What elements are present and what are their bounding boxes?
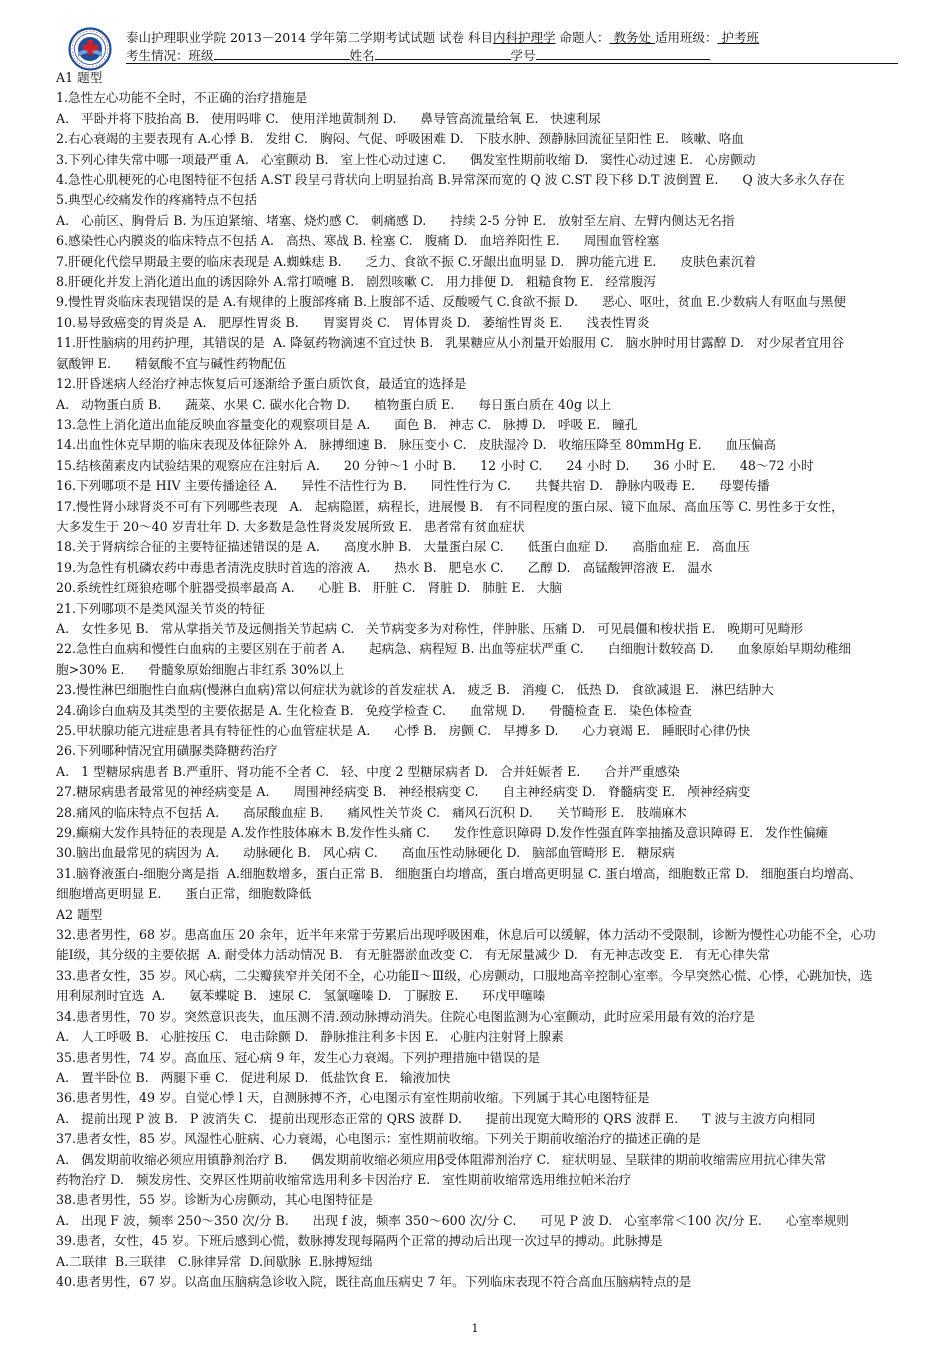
question-line: 3.下列心律失常中哪一项最严重 A. 心室颤动 B. 室上性心动过速 C. 偶发室性期前收缩 D. 窦性心动过速 E. 心房颤动 — [56, 151, 756, 167]
class-blank-field[interactable] — [214, 47, 350, 60]
exam-title: 泰山护理职业学院 2013－2014 学年第二学期考试试题 试卷 科目 — [126, 30, 494, 45]
question-line: 2.右心衰竭的主要表现有 A.心悸 B. 发绀 C. 胸闷、气促、呼吸困难 D. 下肢水肿、颈静脉回流征呈阳性 E. 咳嗽、咯血 — [56, 131, 744, 147]
subject-value: 内科护理学 — [493, 30, 556, 45]
question-line: 细胞增高更明显 E. 蛋白正常，细胞数降低 — [56, 886, 312, 902]
question-line: A. 心前区、胸骨后 B. 为压迫紧缩、堵塞、烧灼感 C. 刺痛感 D. 持续 2-5 分钟 E. 放射至左肩、左臂内侧达无名指 — [56, 212, 735, 228]
header-divider — [126, 63, 898, 64]
question-line: 15.结核菌素皮内试验结果的观察应在注射后 A. 20 分钟～1 小时 B. 12 小时 C. 24 小时 D. 36 小时 E. 48～72 小时 — [56, 457, 814, 473]
question-line: 38.患者男性，55 岁。诊断为心房颤动，其心电图特征是 — [56, 1192, 374, 1208]
question-line: 34.患者男性，70 岁。突然意识丧失，血压测不清.颈动脉搏动消失。住院心电图监测为心室颤动，此时应采用最有效的治疗是 — [56, 1008, 755, 1024]
class-field-label: 考生情况：班级 — [126, 48, 214, 63]
question-line: A. 1 型糖尿病患者 B.严重肝、肾功能不全者 C. 轻、中度 2 型糖尿病者 D. 合并妊娠者 E. 合并严重感染 — [56, 763, 680, 779]
question-line: 37.患者女性，85 岁。风湿性心脏病、心力衰竭，心电图示：室性期前收缩。下列关于期前收缩治疗的描述正确的是 — [56, 1131, 701, 1147]
question-line: A2 题型 — [56, 906, 103, 922]
question-line: 23.慢性淋巴细胞性白血病(慢淋白血病)常以何症状为就诊的首发症状 A. 疲乏 B. 消瘦 C. 低热 D. 食欲减退 E. 淋巴结肿大 — [56, 682, 774, 698]
question-line: 13.急性上消化道出血能反映血容量变化的观察项目是 A. 面色 B. 神志 C. 脉搏 D. 呼吸 E. 瞳孔 — [56, 416, 638, 432]
question-line: A. 动物蛋白质 B. 蔬菜、水果 C. 碳水化合物 D. 植物蛋白质 E. 每日蛋白质在 40g 以上 — [56, 396, 612, 412]
question-line: 22.急性白血病和慢性白血病的主要区别在于前者 A. 起病急、病程短 B. 出血等症状严重 C. 白细胞计数较高 D. 血象原始早期幼稚细 — [56, 641, 851, 657]
question-line: A. 女性多见 B. 常从掌指关节及远侧指关节起病 C. 关节病变多为对称性，伴肿胀、压痛 D. 可见晨僵和梭状指 E. 晚期可见畸形 — [56, 620, 803, 636]
question-line: 11.肝性脑病的用药护理，其错误的是 A. 降氨药物滴速不宜过快 B. 乳果糖应从小剂量开始服用 C. 脑水肿时用甘露醇 D. 对少尿者宜用谷 — [56, 335, 845, 351]
exam-header — [68, 25, 898, 71]
question-line: A1 题型 — [56, 70, 103, 85]
question-line: 19.为急性有机磷农药中毒患者清洗皮肤时首选的溶液 A. 热水 B. 肥皂水 C. 乙醇 D. 高锰酸钾溶液 E. 温水 — [56, 559, 713, 575]
school-logo-icon — [68, 27, 112, 71]
question-line: A.二联律 B.三联律 C.脉律异常 D.间歇脉 E.脉搏短绌 — [56, 1253, 373, 1269]
question-line: 17.慢性肾小球肾炎不可有下列哪些表现 A. 起病隐匿，病程长，进展慢 B. 有不同程度的蛋白尿、镜下血尿、高血压等 C. 男性多于女性， — [56, 498, 844, 514]
question-line: A. 偶发期前收缩必须应用镇静剂治疗 B. 偶发期前收缩必须应用β受体阻滞剂治疗 C. 症状明显、呈联律的期前收缩需应用抗心律失常 — [56, 1151, 827, 1167]
question-line: 用利尿剂时宜选 A. 氨苯蝶啶 B. 速尿 C. 氢氯噻嗪 D. 丁脲胺 E. 环戊甲噻嗪 — [56, 988, 546, 1004]
question-line: 14.出血性休克早期的临床表现及体征除外 A. 脉搏细速 B. 脉压变小 C. 皮肤湿冷 D. 收缩压降至 80mmHg E. 血压偏高 — [56, 437, 777, 453]
question-line: A. 人工呼吸 B. 心脏按压 C. 电击除颤 D. 静脉推注利多卡因 E. 心脏内注射肾上腺素 — [56, 1029, 564, 1045]
class-label: 适用班级： — [654, 30, 718, 45]
question-line: 30.脑出血最常见的病因为 A. 动脉硬化 B. 风心病 C. 高血压性动脉硬化 D. 脑部血管畸形 E. 糖尿病 — [56, 845, 675, 861]
question-line: 20.系统性红斑狼疮哪个脏器受损率最高 A. 心脏 B. 肝脏 C. 肾脏 D. 肺脏 E. 大脑 — [56, 580, 562, 596]
question-line: A. 提前出现 P 波 B. P 波消失 C. 提前出现形态正常的 QRS 波群 D. 提前出现宽大畸形的 QRS 波群 E. T 波与主波方向相同 — [56, 1110, 816, 1126]
question-line: 24.确诊白血病及其类型的主要依据是 A. 生化检查 B. 免疫学检查 C. 血常规 D. 骨髓检查 E. 染色体检查 — [56, 702, 692, 718]
question-line: A. 平卧并将下肢抬高 B. 使用吗啡 C. 使用洋地黄制剂 D. 鼻导管高流量给氧 E. 快速利尿 — [56, 110, 601, 126]
question-line: 大多发生于 20～40 岁青壮年 D. 大多数是急性肾炎发展所致 E. 患者常有贫血症状 — [56, 518, 525, 534]
student-info-line — [126, 46, 710, 64]
id-blank-field[interactable] — [536, 47, 710, 60]
question-line: 7.肝硬化代偿早期最主要的临床表现是 A.蜘蛛痣 B. 乏力、食欲不振 C.牙龈出血明显 D. 脾功能亢进 E. 皮肤色素沉着 — [56, 253, 757, 269]
author-label: 命题人： — [555, 30, 610, 45]
question-line: 10.易导致癌变的胃炎是 A. 肥厚性胃炎 B. 胃窦胃炎 C. 胃体胃炎 D. 萎缩性胃炎 E. 浅表性胃炎 — [56, 314, 650, 330]
question-line: 33.患者女性，35 岁。风心病，二尖瓣狭窄并关闭不全，心功能Ⅱ～Ⅲ级，心房颤动，口服地高辛控制心室率。今早突然心慌、心悸，心跳加快，选 — [56, 967, 873, 983]
question-line: 18.关于肾病综合征的主要特征描述错误的是 A. 高度水肿 B. 大量蛋白尿 C. 低蛋白血症 D. 高脂血症 E. 高血压 — [56, 539, 750, 555]
question-line: 39.患者，女性，45 岁。下班后感到心慌，数脉搏发现每隔两个正常的搏动后出现一次过早的搏动。此脉搏是 — [56, 1233, 663, 1249]
question-line: 26.下列哪种情况宜用磺脲类降糖药治疗 — [56, 743, 278, 759]
page-number: 1 — [471, 1322, 479, 1335]
id-field-label: 学号 — [510, 48, 536, 63]
question-line: 能Ⅰ级，其分级的主要依据 A. 耐受体力活动情况 B. 有无脏器淤血改变 C. 有无尿量减少 D. 有无神志改变 E. 有无心律失常 — [56, 947, 771, 963]
question-line: 40.患者男性，67 岁。以高血压脑病急诊收入院，既往高血压病史 7 年。下列临床表现不符合高血压脑病特点的是 — [56, 1273, 692, 1289]
question-list — [56, 68, 898, 1292]
question-line: A. 出现 F 波，频率 250～350 次/分 B. 出现 f 波，频率 350～600 次/分 C. 可见 P 波 D. 心室率常＜100 次/分 E. 心室率规则 — [56, 1212, 849, 1228]
name-field-label: 姓名 — [349, 48, 375, 63]
question-line: 25.甲状腺功能亢进症患者具有特征性的心血管症状是 A. 心悸 B. 房颤 C. 早搏多 D. 心力衰竭 E. 睡眠时心律仍快 — [56, 723, 751, 738]
question-line: 28.痛风的临床特点不包括 A. 高尿酸血症 B. 痛风性关节炎 C. 痛风石沉积 D. 关节畸形 E. 肢端麻木 — [56, 804, 687, 820]
question-line: 27.糖尿病患者最常见的神经病变是 A. 周围神经病变 B. 神经根病变 C. 自主神经病变 D. 脊髓病变 E. 颅神经病变 — [56, 784, 751, 800]
question-line: 氨酸钾 E. 精氨酸不宜与碱性药物配伍 — [56, 355, 287, 371]
name-blank-field[interactable] — [375, 47, 511, 60]
question-line: 16.下列哪项不是 HIV 主要传播途径 A. 异性不洁性行为 B. 同性性行为 C. 共餐共宿 D. 静脉内吸毒 E. 母婴传播 — [56, 478, 770, 494]
question-line: 6.感染性心内膜炎的临床特点不包括 A. 高热、寒战 B. 栓塞 C. 腹痛 D. 血培养阳性 E. 周围血管栓塞 — [56, 233, 660, 249]
question-line: 31.脑脊液蛋白-细胞分离是指 A.细胞数增多，蛋白正常 B. 细胞蛋白均增高，蛋白增高更明显 C. 蛋白增高，细胞数正常 D. 细胞蛋白均增高、 — [56, 865, 862, 881]
question-line: 4.急性心肌梗死的心电图特征不包括 A.ST 段呈弓背状向上明显抬高 B.异常深而宽的 Q 波 C.ST 段下移 D.T 波倒置 E. Q 波大多永久存在 — [56, 172, 845, 188]
question-line: 29.癫痫大发作具特征的表现是 A.发作性肢体麻木 B.发作性头痛 C. 发作性意识障碍 D.发作性强直阵挛抽搐及意识障碍 E. 发作性偏瘫 — [56, 825, 829, 841]
class-value: 护考班 — [717, 30, 759, 45]
question-line: 胞>30% E. 骨髓象原始细胞占非红系 30%以上 — [56, 661, 345, 677]
question-line: 35.患者男性，74 岁。高血压、冠心病 9 年，发生心力衰竭。下列护理措施中错误的是 — [56, 1049, 541, 1065]
question-line: 8.肝硬化并发上消化道出血的诱因除外 A.常打喷嚏 B. 剧烈咳嗽 C. 用力排便 D. 粗糙食物 E. 经常腹泻 — [56, 274, 656, 290]
question-line: 药物治疗 D. 频发房性、交界区性期前收缩常选用利多卡因治疗 E. 室性期前收缩常选用维拉帕米治疗 — [56, 1171, 632, 1187]
author-value: 教务处 — [609, 30, 655, 45]
question-line: 12.肝昏迷病人经治疗神志恢复后可逐渐给予蛋白质饮食，最适宜的选择是 — [56, 376, 467, 392]
question-line: 1.急性左心功能不全时，不正确的治疗措施是 — [56, 90, 308, 106]
question-line: 36.患者男性，49 岁。自觉心悸 l 天，自测脉搏不齐，心电图示有室性期前收缩。下列属于其心电图特征是 — [56, 1090, 650, 1106]
question-line: 32.患者男性，68 岁。患高血压 20 余年，近半年来常于劳累后出现呼吸困难，休息后可以缓解，体力活动不受限制，诊断为慢性心功能不全，心功 — [56, 927, 876, 943]
question-line: 5.典型心绞痛发作的疼痛特点不包括 — [56, 192, 257, 208]
question-line: A. 置半卧位 B. 两腿下垂 C. 促进利尿 D. 低盐饮食 E. 输液加快 — [56, 1069, 451, 1085]
question-line: 21.下列哪项不是类风湿关节炎的特征 — [56, 600, 265, 616]
exam-title-line — [126, 28, 759, 46]
question-line: 9.慢性胃炎临床表现错误的是 A.有规律的上腹部疼痛 B.上腹部不适、反酸嗳气 C.食欲不振 D. 恶心、呕吐，贫血 E.少数病人有呕血与黑便 — [56, 294, 846, 310]
